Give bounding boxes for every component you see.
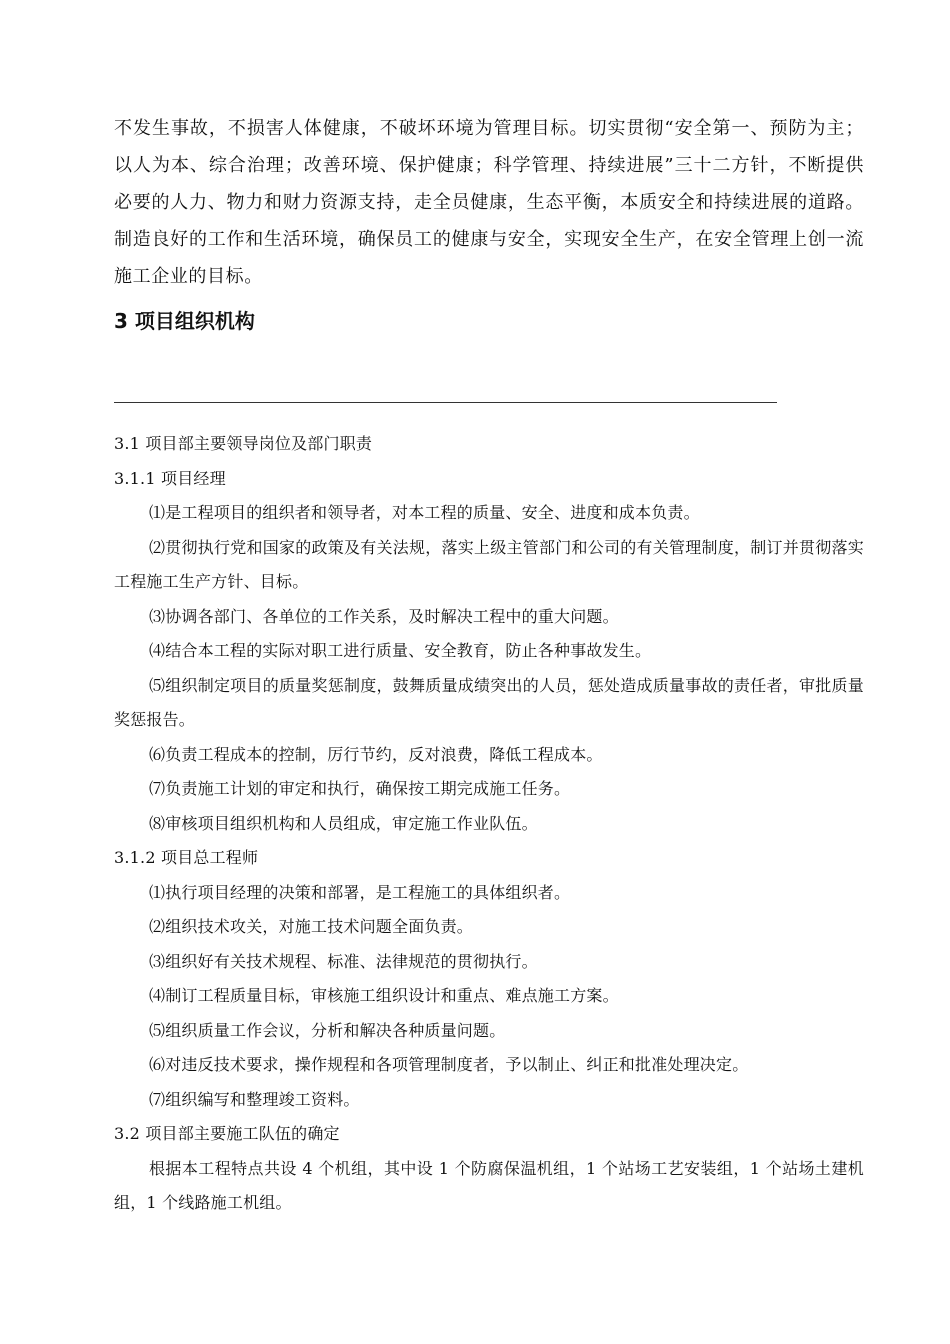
list-item: ⑸组织质量工作会议，分析和解决各种质量问题。 [149, 1020, 506, 1040]
list-item: ⑺组织编写和整理竣工资料。 [149, 1089, 360, 1109]
subsection-title-3-2: 3.2 项目部主要施工队伍的确定 [114, 1124, 340, 1143]
subsection-title-3-1-2: 3.1.2 项目总工程师 [114, 848, 259, 867]
list-item: ⑶协调各部门、各单位的工作关系，及时解决工程中的重大问题。 [149, 606, 619, 626]
subsection-title-3-1-1: 3.1.1 项目经理 [114, 468, 226, 488]
list-item: ⑴执行项目经理的决策和部署，是工程施工的具体组织者。 [149, 882, 571, 902]
list-item: ⑹对违反技术要求，操作规程和各项管理制度者，予以制止、纠正和批准处理决定。 [149, 1055, 749, 1074]
list-item: ⑵贯彻执行党和国家的政策及有关法规，落实上级主管部门和公司的有关管理制度，制订并贯彻落实工程施工生产方针、目标。 [114, 537, 864, 591]
list-item: ⑷制订工程质量目标，审核施工组织设计和重点、难点施工方案。 [149, 986, 619, 1005]
list-item: ⑵组织技术攻关，对施工技术问题全面负责。 [149, 917, 474, 936]
list-item: ⑷结合本工程的实际对职工进行质量、安全教育，防止各种事故发生。 [149, 641, 652, 660]
list-item: ⑶组织好有关技术规程、标准、法律规范的贯彻执行。 [149, 951, 538, 971]
list-item: ⑹负责工程成本的控制，厉行节约，反对浪费，降低工程成本。 [149, 744, 603, 764]
document-body [114, 427, 864, 1221]
body-paragraph: 根据本工程特点共设 4 个机组，其中设 1 个防腐保温机组，1 个站场工艺安装组，1 个站场土建机组，1 个线路施工机组。 [114, 1158, 864, 1212]
list-item: ⑴是工程项目的组织者和领导者，对本工程的质量、安全、进度和成本负责。 [149, 503, 700, 522]
section-heading: 3 项目组织机构 [114, 309, 255, 333]
list-item: ⑺负责施工计划的审定和执行，确保按工期完成施工任务。 [149, 779, 571, 798]
horizontal-rule [114, 402, 777, 403]
list-item: ⑸组织制定项目的质量奖惩制度，鼓舞质量成绩突出的人员，惩处造成质量事故的责任者，审批质量奖惩报告。 [114, 675, 864, 729]
subsection-title-3-1: 3.1 项目部主要领导岗位及部门职责 [114, 434, 373, 453]
intro-paragraph: 不发生事故，不损害人体健康，不破坏环境为管理目标。切实贯彻“安全第一、预防为主；以人为本、综合治理；改善环境、保护健康；科学管理、持续进展”三十二方针，不断提供必要的人力、物力和财力资源支持，走全员健康，生态平衡，本质安全和持续进展的道路。制造良好的工作和生活环境，确保员工的健康与安全，实现安全生产，在安全管理上创一流施工企业的目标。 [114, 118, 864, 287]
list-item: ⑻审核项目组织机构和人员组成，审定施工作业队伍。 [149, 813, 538, 833]
